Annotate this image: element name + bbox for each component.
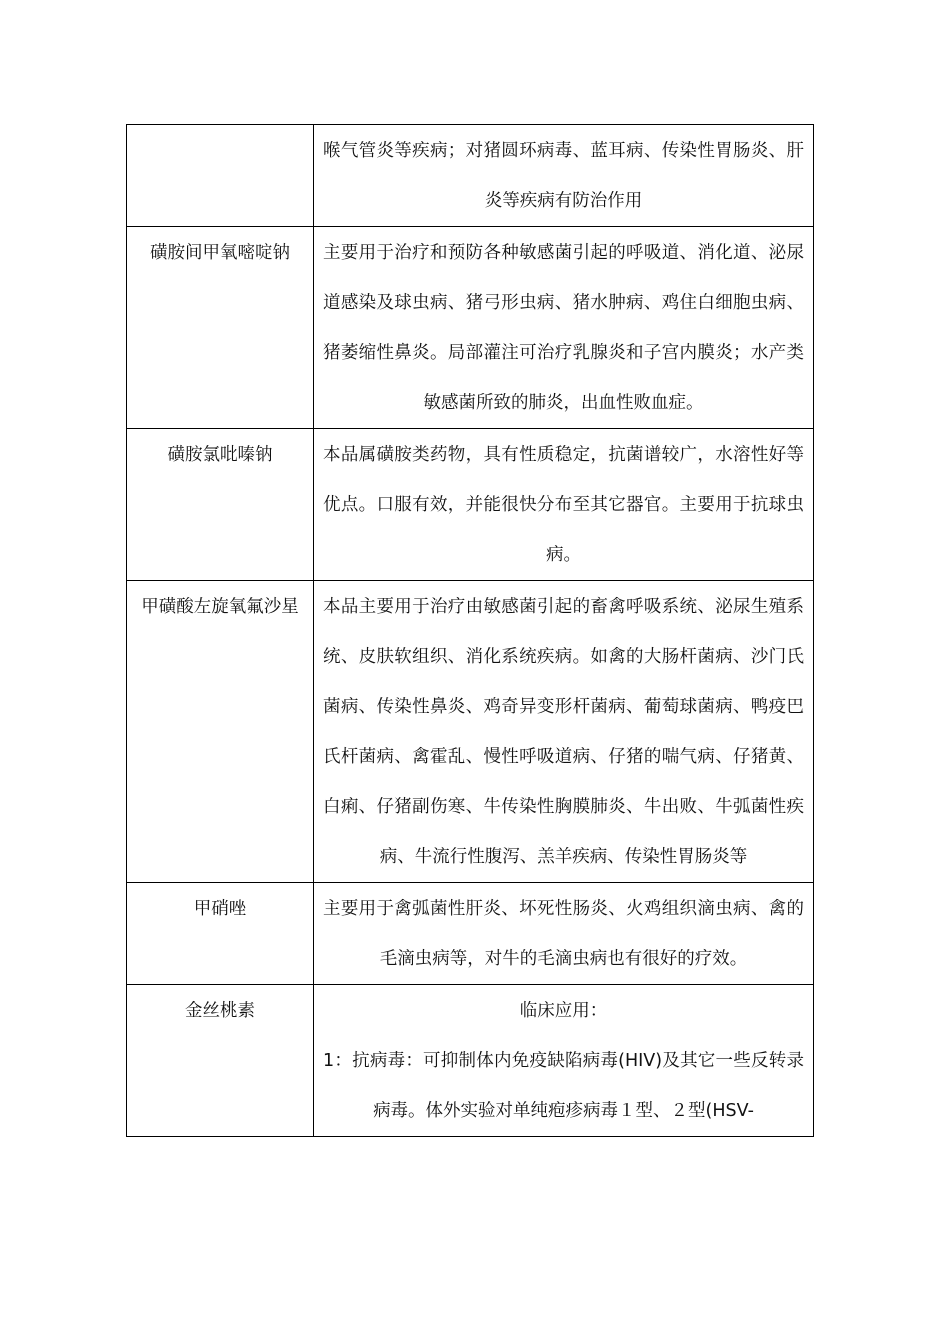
drug-name-cell: 金丝桃素 bbox=[127, 985, 314, 1137]
table-row bbox=[127, 985, 814, 1137]
drug-name-cell: 磺胺间甲氧嘧啶钠 bbox=[127, 227, 314, 429]
drug-description-text: 1：抗病毒：可抑制体内免疫缺陷病毒(HIV)及其它一些反转录病毒。体外实验对单纯疱疹病毒１型、２型(HSV- bbox=[323, 1051, 804, 1121]
drug-description-cell: 本品主要用于治疗由敏感菌引起的畜禽呼吸系统、泌尿生殖系统、皮肤软组织、消化系统疾病。如禽的大肠杆菌病、沙门氏菌病、传染性鼻炎、鸡奇异变形杆菌病、葡萄球菌病、鸭疫巴氏杆菌病、禽霍乱、慢性呼吸道病、仔猪的喘气病、仔猪黄、白痢、仔猪副伤寒、牛传染性胸膜肺炎、牛出败、牛弧菌性疾病、牛流行性腹泻、羔羊疾病、传染性胃肠炎等 bbox=[314, 581, 814, 883]
drug-description-cell: 喉气管炎等疾病；对猪圆环病毒、蓝耳病、传染性胃肠炎、肝炎等疾病有防治作用 bbox=[314, 125, 814, 227]
table-row bbox=[127, 883, 814, 985]
document-page bbox=[126, 124, 814, 1137]
drug-name-cell: 甲硝唑 bbox=[127, 883, 314, 985]
drug-description-cell: 主要用于治疗和预防各种敏感菌引起的呼吸道、消化道、泌尿道感染及球虫病、猪弓形虫病、猪水肿病、鸡住白细胞虫病、猪萎缩性鼻炎。局部灌注可治疗乳腺炎和子宫内膜炎；水产类敏感菌所致的肺炎，出血性败血症。 bbox=[314, 227, 814, 429]
drug-name-cell: 磺胺氯吡嗪钠 bbox=[127, 429, 314, 581]
drug-description-cell bbox=[314, 985, 814, 1137]
table-row bbox=[127, 125, 814, 227]
drug-description-cell: 主要用于禽弧菌性肝炎、坏死性肠炎、火鸡组织滴虫病、禽的毛滴虫病等，对牛的毛滴虫病也有很好的疗效。 bbox=[314, 883, 814, 985]
clinical-use-heading: 临床应用： bbox=[519, 1001, 608, 1021]
drug-name-cell bbox=[127, 125, 314, 227]
drug-name-cell: 甲磺酸左旋氧氟沙星 bbox=[127, 581, 314, 883]
table-row bbox=[127, 429, 814, 581]
drug-table bbox=[126, 124, 814, 1137]
table-row bbox=[127, 227, 814, 429]
table-row bbox=[127, 581, 814, 883]
drug-description-cell: 本品属磺胺类药物，具有性质稳定，抗菌谱较广，水溶性好等优点。口服有效，并能很快分布至其它器官。主要用于抗球虫病。 bbox=[314, 429, 814, 581]
